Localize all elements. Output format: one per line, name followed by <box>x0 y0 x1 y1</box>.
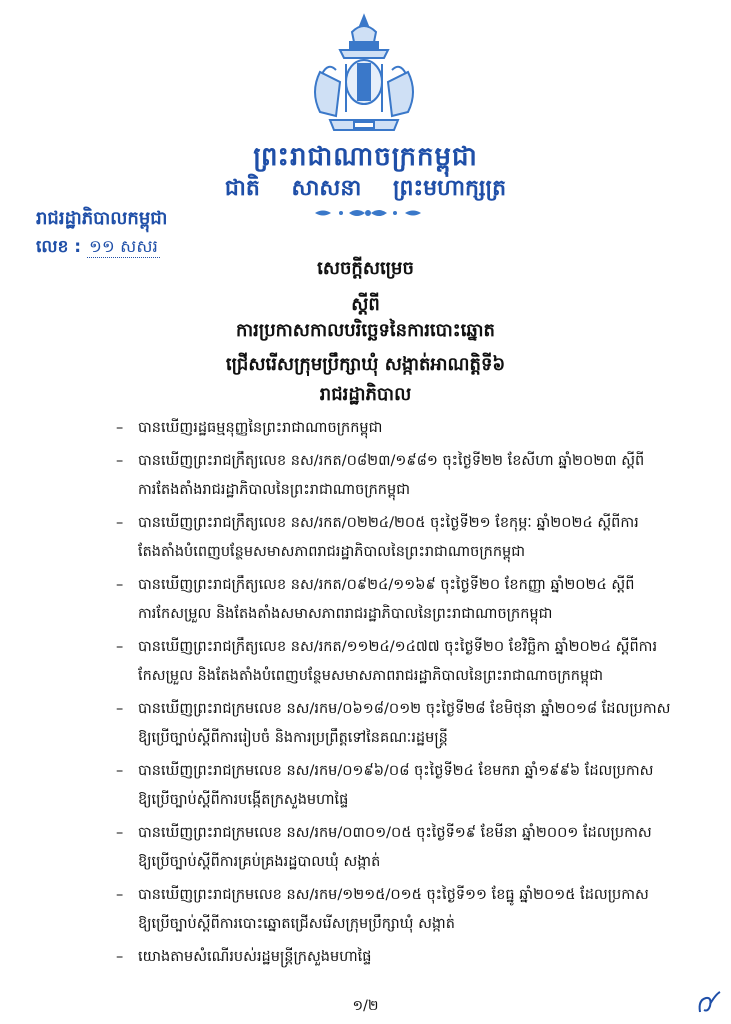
title-subject-1: ការប្រកាសកាលបរិច្ឆេទនៃការបោះឆ្នោត <box>236 320 495 341</box>
legal-references-list <box>116 414 716 976</box>
government-name: រាជរដ្ឋាភិបាលកម្ពុជា <box>36 208 168 229</box>
list-item-line: ការកែសម្រួល និងតែងតាំងសមាសភាពរាជរដ្ឋាភិបាលនៃព្រះរាជាណាចក្រកម្ពុជា <box>138 606 553 622</box>
list-item-line: តែងតាំងបំពេញបន្ថែមសមាសភាពរាជរដ្ឋាភិបាលនៃព្រះរាជាណាចក្រកម្ពុជា <box>138 544 526 560</box>
title-government: រាជរដ្ឋាភិបាល <box>319 384 412 405</box>
list-item <box>116 695 716 753</box>
title-decision: សេចក្ដីសម្រេច <box>317 258 414 279</box>
national-motto: ជាតិ សាសនា ព្រះមហាក្សត្រ <box>224 176 507 201</box>
list-item <box>116 447 716 505</box>
list-item-line: – បានឃើញព្រះរាជក្រមលេខ នស/រកម/០៣០១/០៥ ចុះថ្ងៃទី១៩ ខែមីនា ឆ្នាំ២០០១ ដែលប្រកាស <box>138 825 652 841</box>
list-item <box>116 414 716 443</box>
list-item-line: – បានឃើញព្រះរាជក្រមលេខ នស/រកម/០៦១៨/០១២ ចុះថ្ងៃទី២៨ ខែមិថុនា ឆ្នាំ២០១៨ ដែលប្រកាស <box>138 701 671 717</box>
list-item <box>116 509 716 567</box>
ornament-divider-icon <box>313 206 423 220</box>
list-item-line: ឱ្យប្រើច្បាប់ស្ដីពីការរៀបចំ និងការប្រព្រឹត្តទៅនៃគណៈរដ្ឋមន្ត្រី <box>138 730 448 746</box>
list-item-line: – បានឃើញរដ្ឋធម្មនុញ្ញនៃព្រះរាជាណាចក្រកម្ពុជា <box>138 420 383 436</box>
list-item <box>116 943 716 972</box>
list-item-line: ឱ្យប្រើច្បាប់ស្ដីពីការគ្រប់គ្រងរដ្ឋបាលឃុំ សង្កាត់ <box>138 854 381 870</box>
handwritten-initial-icon <box>694 988 724 1018</box>
list-item-line: – បានឃើញព្រះរាជក្រមលេខ នស/រកម/១២១៥/០១៥ ចុះថ្ងៃទី១១ ខែធ្នូ ឆ្នាំ២០១៥ ដែលប្រកាស <box>138 887 649 903</box>
kingdom-name: ព្រះរាជាណាចក្រកម្ពុជា <box>253 142 478 172</box>
list-item-line: – បានឃើញព្រះរាជក្រឹត្យលេខ នស/រកត/០៩២៤/១១៦៩ ចុះថ្ងៃទី២០ ខែកញ្ញា ឆ្នាំ២០២៤ ស្ដីពី <box>138 577 635 593</box>
list-item-line: – យោងតាមសំណើរបស់រដ្ឋមន្ត្រីក្រសួងមហាផ្ទៃ <box>138 949 372 965</box>
list-item-line: កែសម្រួល និងតែងតាំងបំពេញបន្ថែមសមាសភាពរាជរដ្ឋាភិបាលនៃព្រះរាជាណាចក្រកម្ពុជា <box>138 668 604 684</box>
title-subject-2: ជ្រើសរើសក្រុមប្រឹក្សាឃុំ សង្កាត់អាណត្តិទី៦ <box>225 354 506 375</box>
list-item <box>116 881 716 939</box>
title-on: ស្ដីពី <box>351 294 380 315</box>
number-label: លេខ : <box>36 237 82 257</box>
list-item-line: – បានឃើញព្រះរាជក្រឹត្យលេខ នស/រកត/១១២៤/១៤៧៧ ចុះថ្ងៃទី២០ ខែវិច្ឆិកា ឆ្នាំ២០២៤ ស្ដីពីការ <box>138 639 658 655</box>
royal-coat-of-arms-icon <box>300 12 428 140</box>
list-item <box>116 757 716 815</box>
list-item-line: ឱ្យប្រើច្បាប់ស្ដីពីការបោះឆ្នោតជ្រើសរើសក្រុមប្រឹក្សាឃុំ សង្កាត់ <box>138 916 455 932</box>
list-item <box>116 819 716 877</box>
page-number: ១/២ <box>352 998 379 1014</box>
number-value: ១១ សសរ <box>89 237 158 257</box>
list-item <box>116 633 716 691</box>
list-item-line: – បានឃើញព្រះរាជក្រឹត្យលេខ នស/រកត/០២២៤/២០៥ ចុះថ្ងៃទី២១ ខែកុម្ភៈ ឆ្នាំ២០២៤ ស្ដីពីការ <box>138 515 639 531</box>
list-item-line: – បានឃើញព្រះរាជក្រឹត្យលេខ នស/រកត/០៨២៣/១៩៨១ ចុះថ្ងៃទី២២ ខែសីហា ឆ្នាំ២០២៣ ស្ដីពី <box>138 453 645 469</box>
list-item-line: ឱ្យប្រើច្បាប់ស្ដីពីការបង្កើតក្រសួងមហាផ្ទៃ <box>138 792 349 808</box>
list-item <box>116 571 716 629</box>
list-item-line: ការតែងតាំងរាជរដ្ឋាភិបាលនៃព្រះរាជាណាចក្រកម្ពុជា <box>138 482 411 498</box>
list-item-line: – បានឃើញព្រះរាជក្រមលេខ នស/រកម/០១៩៦/០៨ ចុះថ្ងៃទី២៤ ខែមករា ឆ្នាំ១៩៩៦ ដែលប្រកាស <box>138 763 654 779</box>
